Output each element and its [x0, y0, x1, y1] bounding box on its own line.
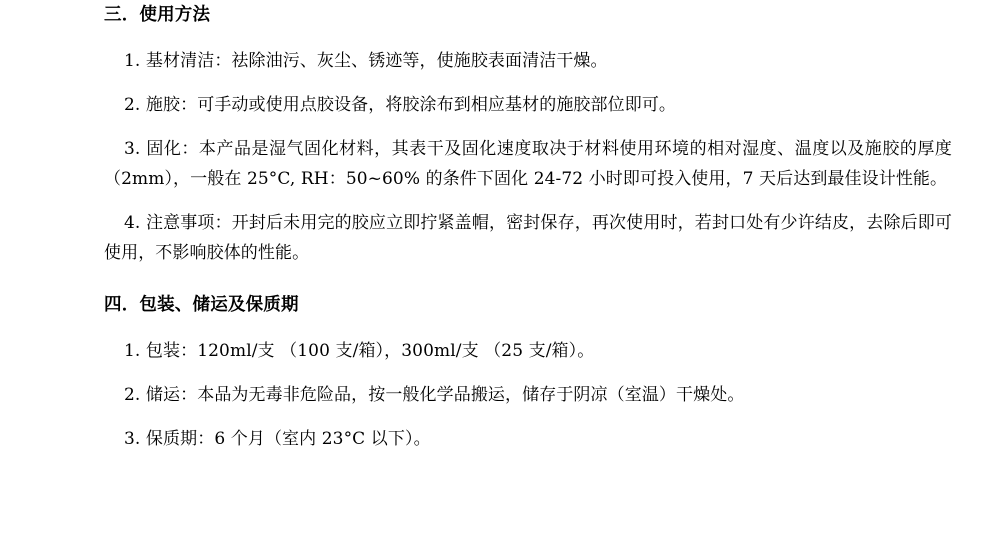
spacer [104, 410, 952, 424]
packaging-item-3: 3. 保质期：6 个月（室内 23°C 以下）。 [124, 429, 431, 449]
section-heading-usage: 三．使用方法 [104, 5, 211, 25]
usage-step-3: 3. 固化：本产品是湿气固化材料，其表干及固化速度取决于材料使用环境的相对湿度、温度以及施胶的厚度（2mm），一般在 25°C, RH：50~60% 的条件下固化 24-72 小时即可投入使用，7 天后达到最佳设计性能。 [104, 139, 952, 189]
packaging-item-1: 1. 包装：120ml/支 （100 支/箱），300ml/支 （25 支/箱）。 [124, 341, 595, 361]
packaging-item-2: 2. 储运：本品为无毒非危险品，按一般化学品搬运，储存于阴凉（室温）干燥处。 [124, 385, 745, 405]
spacer [104, 194, 952, 208]
usage-step-4: 4. 注意事项：开封后未用完的胶应立即拧紧盖帽，密封保存，再次使用时，若封口处有少许结皮，去除后即可使用，不影响胶体的性能。 [104, 213, 952, 263]
spacer [104, 120, 952, 134]
section-heading-packaging: 四．包装、储运及保质期 [104, 295, 299, 315]
spacer [104, 268, 952, 290]
usage-step-2: 2. 施胶：可手动或使用点胶设备，将胶涂布到相应基材的施胶部位即可。 [124, 95, 677, 115]
spacer [104, 76, 952, 90]
usage-step-1: 1. 基材清洁：祛除油污、灰尘、锈迹等，使施胶表面清洁干燥。 [124, 51, 608, 71]
spacer [104, 366, 952, 380]
spacer [104, 318, 952, 336]
spacer [104, 28, 952, 46]
